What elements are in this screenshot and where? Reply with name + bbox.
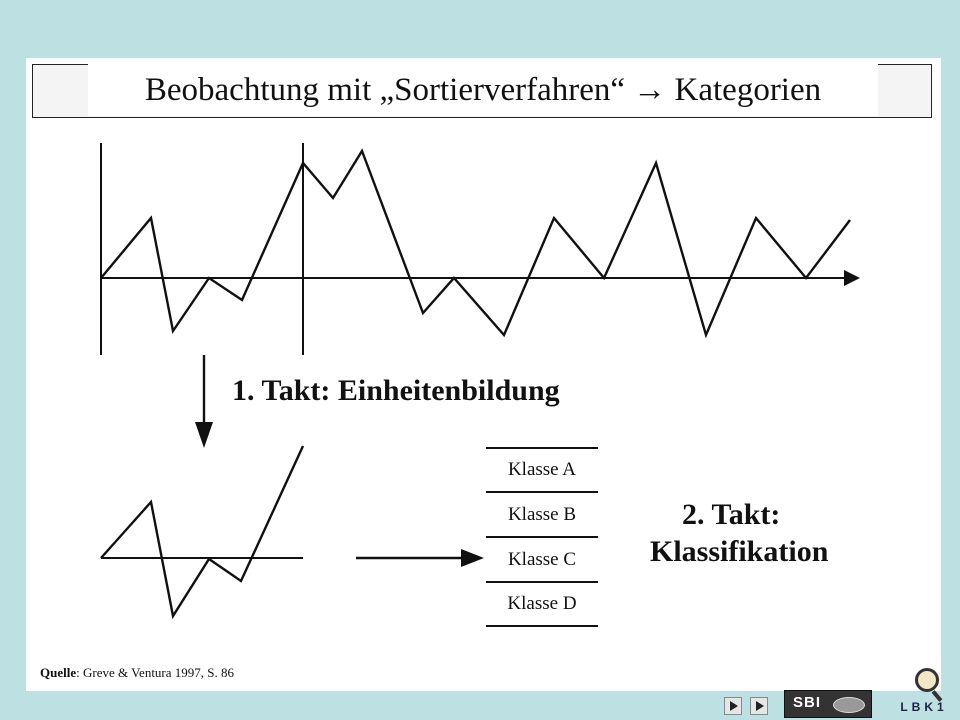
nav-next-button[interactable] [750,697,768,715]
sbi-logo[interactable] [784,690,872,718]
slide [26,58,941,691]
sbi-logo-text: SBI [793,694,822,711]
step1-label: 1. Takt: Einheitenbildung [232,374,560,407]
down-arrow-head [195,422,213,448]
class-label-d: Klasse D [507,593,577,614]
eye-icon [833,697,865,713]
magnifier-icon [915,668,939,692]
step2-label-line1: 2. Takt: [682,498,781,531]
class-label-a: Klasse A [507,459,577,480]
source-citation [40,665,234,681]
class-label-b: Klasse B [507,504,577,525]
slide-title: Beobachtung mit „Sortierverfahren“ → Kategorien [144,72,822,108]
right-arrow-head [461,549,484,567]
top-signal-line [101,151,850,335]
top-x-axis-arrowhead [844,270,860,286]
nav-prev-button[interactable] [724,697,742,715]
source-label: Quelle [40,665,77,680]
lbk-logo-text: LBK1 [900,700,948,714]
source-text: : Greve & Ventura 1997, S. 86 [76,665,235,680]
lbk-logo[interactable] [893,666,955,718]
bottom-signal-line [101,446,303,616]
step2-label-line2: Klassifikation [650,535,829,568]
class-label-c: Klasse C [507,549,577,570]
